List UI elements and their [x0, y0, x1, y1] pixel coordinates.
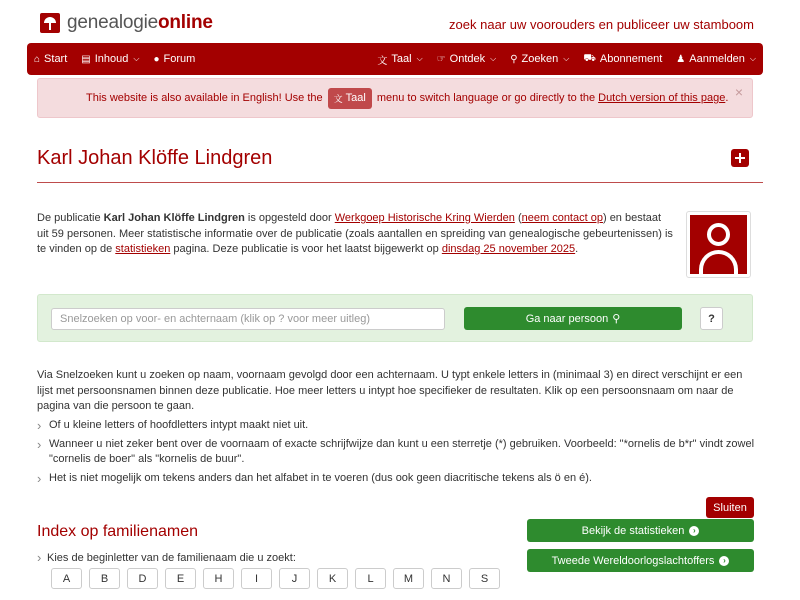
letter-button-d[interactable]: D: [127, 568, 158, 589]
last-updated-link[interactable]: dinsdag 25 november 2025: [441, 243, 576, 255]
main-navbar: [27, 43, 763, 75]
chevron-down-icon: ⌵: [490, 54, 497, 63]
language-icon: 文: [377, 55, 388, 67]
letter-button-l[interactable]: L: [355, 568, 386, 589]
search-input[interactable]: [51, 308, 445, 330]
top-header: [0, 0, 800, 44]
search-icon: ⚲: [510, 53, 518, 65]
add-button[interactable]: [731, 149, 749, 167]
close-help-button[interactable]: Sluiten: [706, 497, 754, 518]
nav-start[interactable]: ⌂ Start: [34, 53, 68, 65]
search-icon: ⚲: [612, 313, 621, 325]
user-icon: ♟: [676, 53, 686, 65]
nav-abonnement[interactable]: ⛟ Abonnement: [583, 52, 663, 65]
letter-button-b[interactable]: B: [89, 568, 120, 589]
close-icon[interactable]: ×: [734, 84, 743, 100]
search-help-text: Via Snelzoeken kunt u zoeken op naam, voornaam gevolgd door een achternaam. U typt enkele letters in (minimaal 3) en direct verschijnt er een lijst met persoonsnamen binnen deze publicatie. Hoe meer letters u intypt hoe specifieker de resultaten. Klik op een persoonsnaam om naar de pagina van die persoon te gaan.: [37, 369, 743, 412]
nav-forum[interactable]: ● Forum: [153, 53, 196, 65]
chevron-right-circle-icon: ›: [719, 556, 729, 566]
chevron-down-icon: ⌵: [749, 54, 756, 63]
ww2-victims-button[interactable]: Tweede Wereldoorlogslachtoffers ›: [527, 549, 754, 572]
nav-aanmelden[interactable]: ♟ Aanmelden ⌵: [676, 53, 756, 65]
home-icon: ⌂: [34, 53, 41, 65]
avatar: [686, 211, 751, 278]
cart-icon: ⛟: [583, 52, 596, 64]
list-item: › Wanneer u niet zeker bent over de voornaam of exacte schrijfwijze dan kunt u een sterretje (*) gebruiken. Voorbeeld: "*ornelis de b*r" vindt zowel "cornelis de boer" als "kornelis de buur".: [37, 437, 757, 468]
letter-button-s[interactable]: S: [469, 568, 500, 589]
index-title: Index op familienamen: [37, 523, 198, 540]
letter-button-a[interactable]: A: [51, 568, 82, 589]
letter-button-i[interactable]: I: [241, 568, 272, 589]
index-hint: › Kies de beginletter van de familienaam die u zoekt:: [37, 552, 296, 564]
language-icon: 文: [333, 93, 343, 104]
comments-icon: ●: [153, 53, 160, 65]
list-item: › Of u kleine letters of hoofdletters intypt maakt niet uit.: [37, 418, 757, 434]
site-logo[interactable]: [40, 12, 213, 34]
letter-button-h[interactable]: H: [203, 568, 234, 589]
language-alert: This website is also available in English! Use the 文 Taal menu to switch language or go directly to the Dutch version of this page . ×: [37, 78, 753, 118]
author-link[interactable]: Werkgoep Historische Kring Wierden: [334, 212, 515, 224]
help-button[interactable]: ?: [700, 307, 723, 330]
nav-zoeken[interactable]: ⚲ Zoeken ⌵: [510, 53, 570, 65]
statistics-link[interactable]: statistieken: [115, 243, 171, 255]
letter-index: [51, 568, 521, 589]
nav-ontdek[interactable]: ☞ Ontdek ⌵: [436, 53, 497, 65]
chevron-down-icon: ⌵: [416, 54, 423, 63]
tagline: zoek naar uw voorouders en publiceer uw stamboom: [449, 17, 754, 32]
search-tips-list: [37, 418, 757, 489]
taal-badge[interactable]: 文 Taal: [328, 88, 372, 109]
book-icon: ▤: [81, 53, 91, 65]
letter-button-e[interactable]: E: [165, 568, 196, 589]
chevron-down-icon: ⌵: [563, 54, 570, 63]
letter-button-m[interactable]: M: [393, 568, 424, 589]
dutch-version-link[interactable]: Dutch version of this page: [598, 92, 726, 104]
view-statistics-button[interactable]: Bekijk de statistieken ›: [527, 519, 754, 542]
contact-link[interactable]: neem contact op: [521, 212, 603, 224]
list-item: › Het is niet mogelijk om tekens anders dan het alfabet in te voeren (dus ook geen diacritische tekens als ö en é).: [37, 471, 757, 487]
publication-intro: De publicatie Karl Johan Klöffe Lindgren is opgesteld door Werkgoep Historische Kring Wierden (neem contact op) en bestaat uit 59 personen. Meer statistische informatie over de publicatie (zoals aantallen en spreiding van genealogische gebeurtenissen) is te vinden op de statistieken pagina. Deze publicatie is voor het laatst bijgewerkt op dinsdag 25 november 2025.: [37, 212, 673, 255]
nav-taal[interactable]: 文 Taal ⌵: [377, 53, 423, 67]
logo-text: genealogieonline: [67, 12, 213, 33]
chevron-right-circle-icon: ›: [689, 526, 699, 536]
quick-search-panel: [37, 294, 753, 342]
hand-point-icon: ☞: [436, 53, 446, 65]
page-title: Karl Johan Klöffe Lindgren: [37, 147, 273, 169]
user-silhouette-icon: [690, 215, 747, 274]
nav-inhoud[interactable]: ▤ Inhoud ⌵: [81, 53, 140, 65]
letter-button-j[interactable]: J: [279, 568, 310, 589]
letter-button-n[interactable]: N: [431, 568, 462, 589]
tree-logo-icon: [40, 13, 60, 33]
chevron-down-icon: ⌵: [133, 54, 140, 63]
title-divider: [37, 182, 763, 183]
go-to-person-button[interactable]: Ga naar persoon ⚲: [464, 307, 682, 330]
letter-button-k[interactable]: K: [317, 568, 348, 589]
